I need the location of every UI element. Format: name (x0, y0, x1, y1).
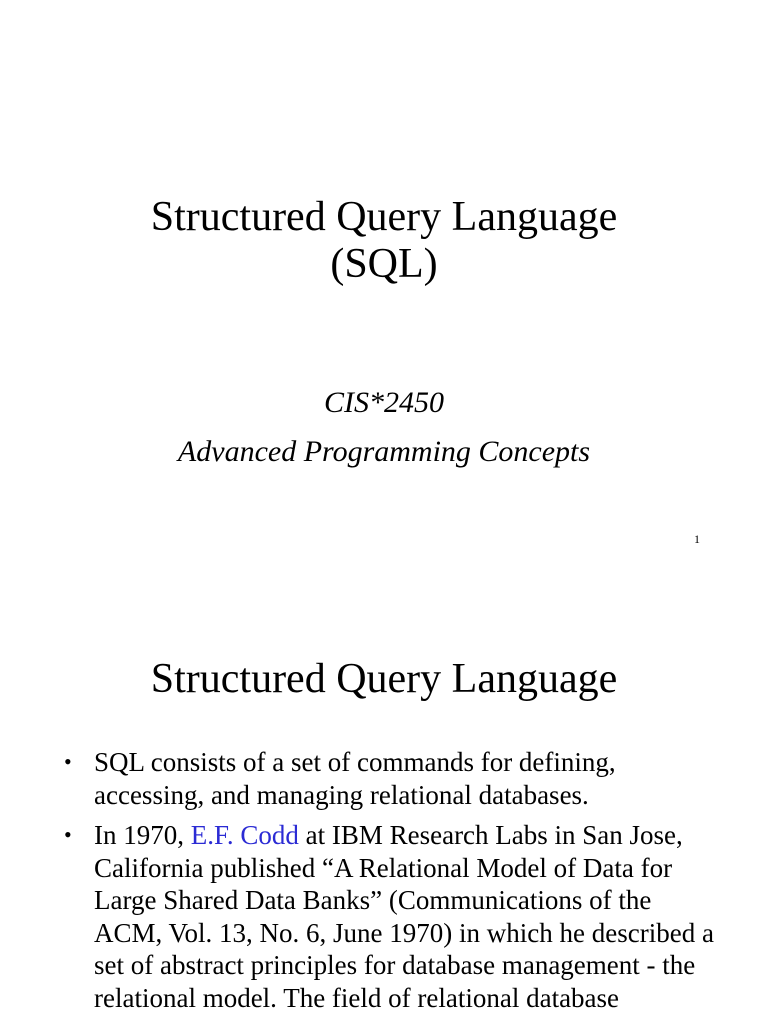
bullet-icon: • (64, 822, 72, 847)
slide-heading: Structured Query Language (150, 656, 618, 702)
slide-title (0, 194, 768, 288)
bullet-item (60, 819, 720, 1014)
bullet-text: SQL consists of a set of commands for defining, accessing, and managing relational databases. (94, 747, 616, 810)
page-number: 1 (694, 532, 700, 546)
course-name: Advanced Programming Concepts (177, 435, 591, 468)
course-code: CIS*2450 (324, 386, 444, 419)
bullet-icon: • (64, 749, 72, 774)
bullet-text-suffix: at IBM Research Labs in San Jose, California published “A Relational Model of Data for Large Shared Data Banks” (Communications of the ACM, Vol. 13, No. 6, June 1970) in which he described a set of abstract principles for database management - the relational model. The field of relational database (94, 820, 714, 1013)
bullet-text-prefix: In 1970, (94, 820, 191, 850)
slide-title-line-1: Structured Query Language (150, 194, 618, 240)
content-slide (0, 576, 768, 1024)
bullet-list (60, 746, 720, 1022)
codd-link[interactable]: E.F. Codd (190, 820, 299, 850)
bullet-item (60, 746, 720, 811)
slide-title-line-2: (SQL) (330, 241, 438, 287)
